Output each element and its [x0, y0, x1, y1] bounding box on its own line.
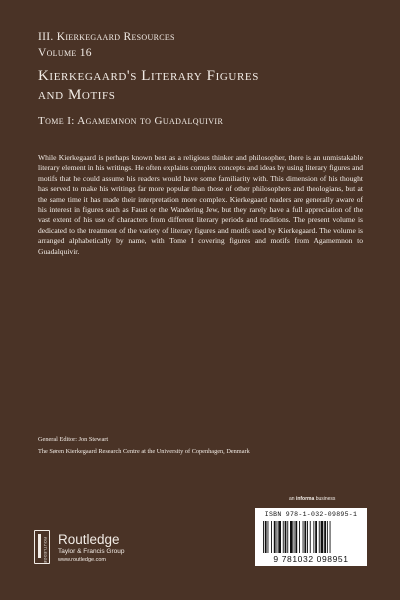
- informa-business-tag: [289, 496, 335, 502]
- barcode-stripe: [274, 521, 276, 553]
- isbn-label: ISBN 978-1-032-09895-1: [264, 511, 358, 518]
- barcode-stripe: [290, 521, 293, 553]
- barcode-stripe: [268, 521, 269, 553]
- barcode-stripe: [303, 521, 304, 553]
- barcode-stripe: [315, 521, 317, 553]
- barcode-stripe: [287, 521, 288, 553]
- barcode-stripe: [304, 521, 306, 553]
- barcode-stripe: [263, 521, 264, 553]
- tome-subtitle: Tome I: Agamemnon to Guadalquivir: [38, 115, 224, 127]
- description-blurb: While Kierkegaard is perhaps known best as a religious thinker and philosopher, there is an unmistakable literary element in his writings. He often explains complex concepts and ideas by using literary figures and motifs that he could assume his readers would have some familiarity with. This dimension of his thought has served to make his writings far more popular than those of other philosophers and theologians, but at the same time it has made their interpretation more complex. Kierkegaard readers are generally aware of his interest in figures such as Faust or the Wandering Jew, but they rarely have a full appreciation of the vast extent of his use of characters from different literary periods and traditions. The present volume is dedicated to the treatment of the variety of literary figures and motifs used by Kierkegaard. The volume is arranged alphabetically by name, with Tome I covering figures and motifs from Agamemnon to Guadalquivir.: [38, 153, 363, 256]
- book-title: [38, 67, 368, 105]
- informa-suffix: business: [315, 496, 336, 502]
- routledge-mark-icon: [34, 530, 50, 564]
- barcode-stripe: [271, 521, 272, 553]
- barcode-stripe: [321, 521, 324, 553]
- barcode-stripe: [295, 521, 297, 553]
- barcode-stripe: [319, 521, 320, 553]
- barcode-stripe: [327, 521, 328, 553]
- publisher-url: www.routledge.com: [58, 557, 106, 563]
- barcode-stripe: [283, 521, 284, 553]
- publisher-name: Routledge: [58, 532, 120, 547]
- informa-name: informa: [295, 496, 315, 502]
- publisher-group: Taylor & Francis Group: [58, 548, 125, 555]
- barcode-bars-icon: [263, 521, 361, 553]
- barcode-stripe: [313, 521, 314, 553]
- barcode-stripe: [330, 521, 331, 553]
- barcode-stripe: [278, 521, 281, 553]
- barcode: [255, 508, 367, 566]
- title-line-1: Kierkegaard's Literary Figures: [38, 68, 259, 84]
- general-editor: General Editor: Jon Stewart: [38, 436, 109, 443]
- barcode-stripe: [294, 521, 295, 553]
- logo-mark-text: ROUTLEDGE: [43, 537, 48, 564]
- title-line-2: and Motifs: [38, 87, 116, 103]
- barcode-stripe: [299, 521, 300, 553]
- barcode-stripe: [310, 521, 311, 553]
- volume-label: Volume 16: [38, 47, 92, 59]
- informa-prefix: an: [289, 496, 295, 502]
- series-label: III. Kierkegaard Resources: [38, 31, 175, 43]
- barcode-stripe: [307, 521, 308, 553]
- routledge-logo: [34, 530, 164, 570]
- barcode-number: 9 781032 098951: [273, 554, 349, 564]
- barcode-stripe: [285, 521, 287, 553]
- research-centre: The Søren Kierkegaard Research Centre at the University of Copenhagen, Denmark: [38, 448, 250, 455]
- barcode-stripe: [265, 521, 267, 553]
- barcode-stripe: [324, 521, 326, 553]
- logo-bar: [38, 534, 41, 558]
- barcode-stripe: [277, 521, 278, 553]
